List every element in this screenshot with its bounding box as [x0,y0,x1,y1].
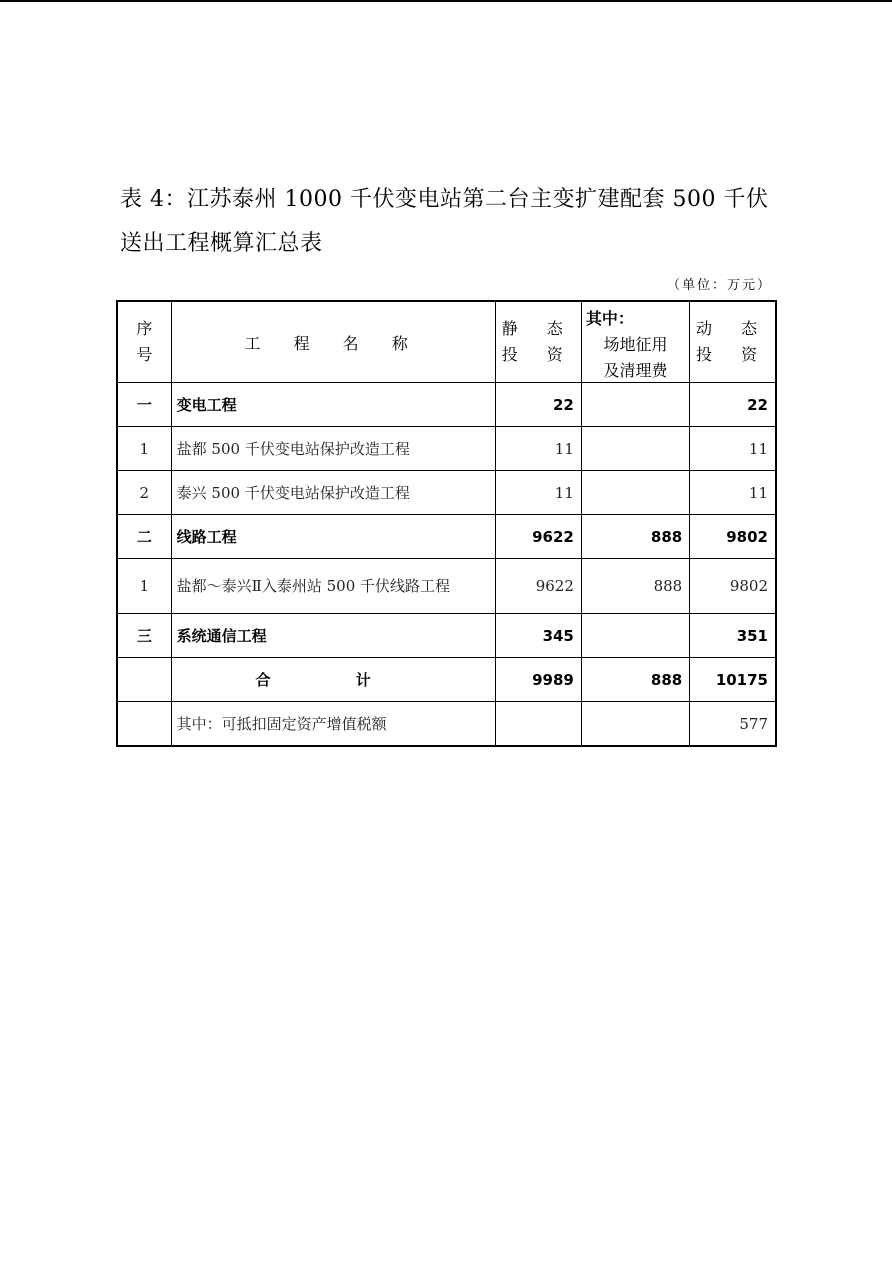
total-dynamic: 10175 [690,658,776,702]
row-land: 888 [581,559,689,614]
header-static-line-2: 投 资 [501,345,575,364]
row-dynamic: 11 [690,471,776,515]
row-dynamic: 9802 [690,515,776,559]
row-land: 888 [581,515,689,559]
row-name: 线路工程 [171,515,495,559]
header-dynamic-line-2: 投 资 [696,345,770,364]
row-static: 9622 [495,515,581,559]
header-land-line-3: 及清理费 [603,361,668,380]
row-dynamic: 22 [690,383,776,427]
row-name: 变电工程 [171,383,495,427]
total-land: 888 [581,658,689,702]
header-name: 工 程 名 称 [171,301,495,383]
row-seq: 1 [117,559,171,614]
header-land-fee [581,301,689,383]
header-dynamic-line-1: 动 态 [696,319,770,338]
vat-land [581,702,689,747]
row-seq: 2 [117,471,171,515]
total-label: 合 计 [171,658,495,702]
budget-summary-table [116,300,777,747]
vat-dynamic: 577 [690,702,776,747]
row-static: 9622 [495,559,581,614]
title-line-1: 表 4：江苏泰州 1000 千伏变电站第二台主变扩建配套 500 千伏 [120,187,769,212]
row-dynamic: 11 [690,427,776,471]
header-land-line-2: 场地征用 [603,335,668,354]
header-seq [117,301,171,383]
row-dynamic: 351 [690,614,776,658]
header-static-line-1: 静 态 [501,319,575,338]
table-header-row [117,301,776,383]
table-row [117,515,776,559]
row-seq: 一 [117,383,171,427]
row-land [581,427,689,471]
total-row [117,658,776,702]
header-seq-line-2: 号 [136,345,153,364]
header-static-investment [495,301,581,383]
header-seq-line-1: 序 [136,319,153,338]
vat-row [117,702,776,747]
row-static: 11 [495,427,581,471]
row-dynamic: 9802 [690,559,776,614]
header-dynamic-investment [690,301,776,383]
table-row [117,383,776,427]
row-name: 系统通信工程 [171,614,495,658]
row-seq: 1 [117,427,171,471]
row-static: 345 [495,614,581,658]
header-land-line-1: 其中： [585,309,634,328]
row-seq: 三 [117,614,171,658]
row-seq [117,702,171,747]
row-seq: 二 [117,515,171,559]
row-land [581,383,689,427]
table-row [117,471,776,515]
document-title [120,178,790,266]
row-static: 22 [495,383,581,427]
row-static: 11 [495,471,581,515]
vat-static [495,702,581,747]
row-land [581,471,689,515]
vat-label: 其中：可抵扣固定资产增值税额 [171,702,495,747]
row-name: 盐都 500 千伏变电站保护改造工程 [171,427,495,471]
row-seq [117,658,171,702]
row-land [581,614,689,658]
total-static: 9989 [495,658,581,702]
table-row [117,614,776,658]
row-name: 泰兴 500 千伏变电站保护改造工程 [171,471,495,515]
unit-note: （单位：万元） [666,278,772,293]
table-row [117,559,776,614]
title-line-2: 送出工程概算汇总表 [120,231,323,256]
table-row [117,427,776,471]
row-name: 盐都～泰兴Ⅱ入泰州站 500 千伏线路工程 [171,559,495,614]
top-border-rule [0,0,892,2]
